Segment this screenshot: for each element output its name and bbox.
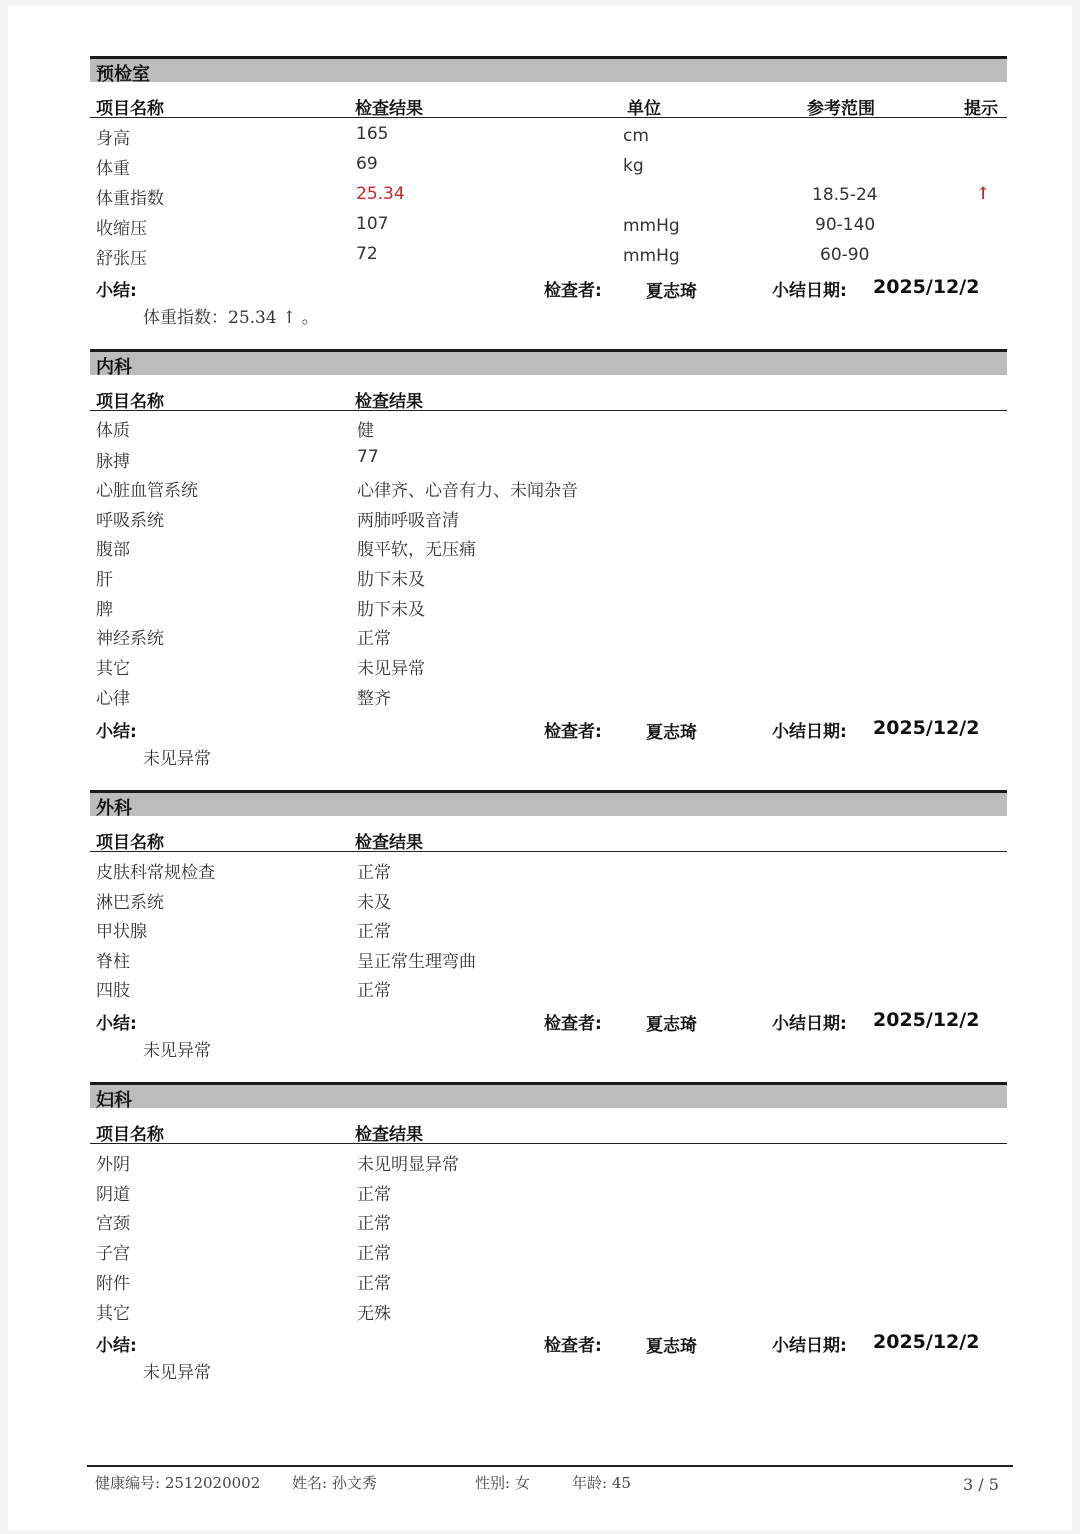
col-header-result: 检查结果	[355, 1125, 423, 1145]
examiner-label: 检查者:	[544, 281, 602, 301]
col-header-result: 检查结果	[355, 99, 423, 119]
row-item: 腹部	[96, 540, 130, 560]
footer-divider	[87, 1465, 1013, 1467]
summary-date: 2025/12/2	[873, 1009, 980, 1031]
row-item: 其它	[96, 659, 130, 679]
row-item: 淋巴系统	[96, 893, 164, 913]
row-item: 肝	[96, 570, 113, 590]
summary-date: 2025/12/2	[873, 1331, 980, 1353]
col-header-range: 参考范围	[807, 99, 875, 119]
row-unit: cm	[623, 126, 649, 146]
summary-date-label: 小结日期:	[772, 722, 847, 742]
row-unit: mmHg	[623, 216, 680, 236]
row-result: 107	[356, 214, 389, 234]
footer-age: 年龄: 45	[572, 1474, 631, 1492]
row-result: 正常	[357, 1214, 391, 1234]
col-header-unit: 单位	[627, 99, 661, 119]
col-header-item: 项目名称	[96, 99, 164, 119]
row-result: 正常	[357, 981, 391, 1001]
section-header-internal-medicine	[90, 349, 1007, 378]
row-item: 心脏血管系统	[96, 481, 198, 501]
row-result: 心律齐、心音有力、未闻杂音	[357, 481, 578, 501]
row-result-abnormal: 25.34	[356, 184, 405, 204]
row-result: 未见异常	[357, 659, 425, 679]
row-result: 整齐	[357, 689, 391, 709]
summary-text: 未见异常	[143, 1041, 211, 1061]
row-item: 体质	[96, 421, 130, 441]
row-result: 两肺呼吸音清	[357, 511, 459, 531]
row-result: 正常	[357, 1244, 391, 1264]
section-title: 妇科	[96, 1090, 132, 1111]
row-item: 宫颈	[96, 1214, 130, 1234]
col-header-result: 检查结果	[355, 392, 423, 412]
col-header-item: 项目名称	[96, 392, 164, 412]
row-item: 阴道	[96, 1185, 130, 1205]
examiner-label: 检查者:	[544, 722, 602, 742]
examiner-name: 夏志琦	[646, 1015, 697, 1035]
summary-text: 体重指数：25.34 ↑ 。	[143, 308, 319, 328]
row-item: 身高	[96, 129, 130, 149]
row-item: 体重指数	[96, 189, 164, 209]
section-title: 外科	[96, 798, 132, 819]
page-number: 3 / 5	[963, 1475, 999, 1494]
row-unit: kg	[623, 156, 644, 176]
footer-patient-name: 姓名: 孙文秀	[292, 1474, 377, 1492]
row-range: 90-140	[815, 215, 876, 235]
row-result: 正常	[357, 922, 391, 942]
row-item: 呼吸系统	[96, 511, 164, 531]
section-title: 内科	[96, 357, 132, 378]
row-result: 肋下未及	[357, 600, 425, 620]
row-item: 体重	[96, 159, 130, 179]
row-result: 健	[357, 421, 374, 441]
col-header-item: 项目名称	[96, 1125, 164, 1145]
header-divider	[90, 117, 1007, 118]
row-result: 正常	[357, 1185, 391, 1205]
summary-date: 2025/12/2	[873, 717, 980, 739]
section-header-surgery	[90, 790, 1007, 819]
examiner-name: 夏志琦	[646, 1337, 697, 1357]
header-divider	[90, 410, 1007, 411]
summary-date-label: 小结日期:	[772, 281, 847, 301]
summary-label: 小结:	[96, 1014, 137, 1034]
row-item: 子宫	[96, 1244, 130, 1264]
summary-date-label: 小结日期:	[772, 1014, 847, 1034]
examiner-label: 检查者:	[544, 1014, 602, 1034]
row-result: 未及	[357, 893, 391, 913]
row-result: 腹平软，无压痛	[357, 540, 476, 560]
summary-date-label: 小结日期:	[772, 1336, 847, 1356]
row-item: 外阴	[96, 1155, 130, 1175]
col-header-hint: 提示	[964, 99, 998, 119]
row-item: 附件	[96, 1274, 130, 1294]
row-result: 正常	[357, 863, 391, 883]
row-result: 正常	[357, 1274, 391, 1294]
row-range: 60-90	[820, 245, 870, 265]
section-header-gynecology	[90, 1082, 1007, 1111]
examiner-name: 夏志琦	[646, 282, 697, 302]
row-item: 其它	[96, 1304, 130, 1324]
examiner-label: 检查者:	[544, 1336, 602, 1356]
examiner-name: 夏志琦	[646, 723, 697, 743]
row-unit: mmHg	[623, 246, 680, 266]
row-item: 心律	[96, 689, 130, 709]
summary-label: 小结:	[96, 1336, 137, 1356]
col-header-item: 项目名称	[96, 833, 164, 853]
row-range: 18.5-24	[812, 185, 878, 205]
row-result: 77	[357, 447, 379, 467]
summary-label: 小结:	[96, 281, 137, 301]
row-result: 无殊	[357, 1304, 391, 1324]
row-result: 正常	[357, 629, 391, 649]
row-result: 72	[356, 244, 378, 264]
summary-date: 2025/12/2	[873, 276, 980, 298]
header-divider	[90, 1143, 1007, 1144]
row-item: 脾	[96, 600, 113, 620]
row-item: 脊柱	[96, 952, 130, 972]
summary-text: 未见异常	[143, 1363, 211, 1383]
summary-text: 未见异常	[143, 749, 211, 769]
row-item: 甲状腺	[96, 922, 147, 942]
row-item: 收缩压	[96, 219, 147, 239]
row-item: 神经系统	[96, 629, 164, 649]
col-header-result: 检查结果	[355, 833, 423, 853]
footer-health-id: 健康编号: 2512020002	[95, 1474, 261, 1492]
row-result: 呈正常生理弯曲	[357, 952, 476, 972]
row-item: 四肢	[96, 981, 130, 1001]
summary-label: 小结:	[96, 722, 137, 742]
row-item: 脉搏	[96, 452, 130, 472]
footer-gender: 性别: 女	[475, 1474, 530, 1492]
arrow-up-icon: ↑	[976, 184, 991, 204]
row-result: 肋下未及	[357, 570, 425, 590]
row-result: 69	[356, 154, 378, 174]
row-result: 165	[356, 124, 389, 144]
row-item: 皮肤科常规检查	[96, 863, 215, 883]
header-divider	[90, 851, 1007, 852]
section-title: 预检室	[96, 64, 150, 85]
section-header-pre-check	[90, 56, 1007, 85]
row-item: 舒张压	[96, 249, 147, 269]
row-result: 未见明显异常	[357, 1155, 459, 1175]
